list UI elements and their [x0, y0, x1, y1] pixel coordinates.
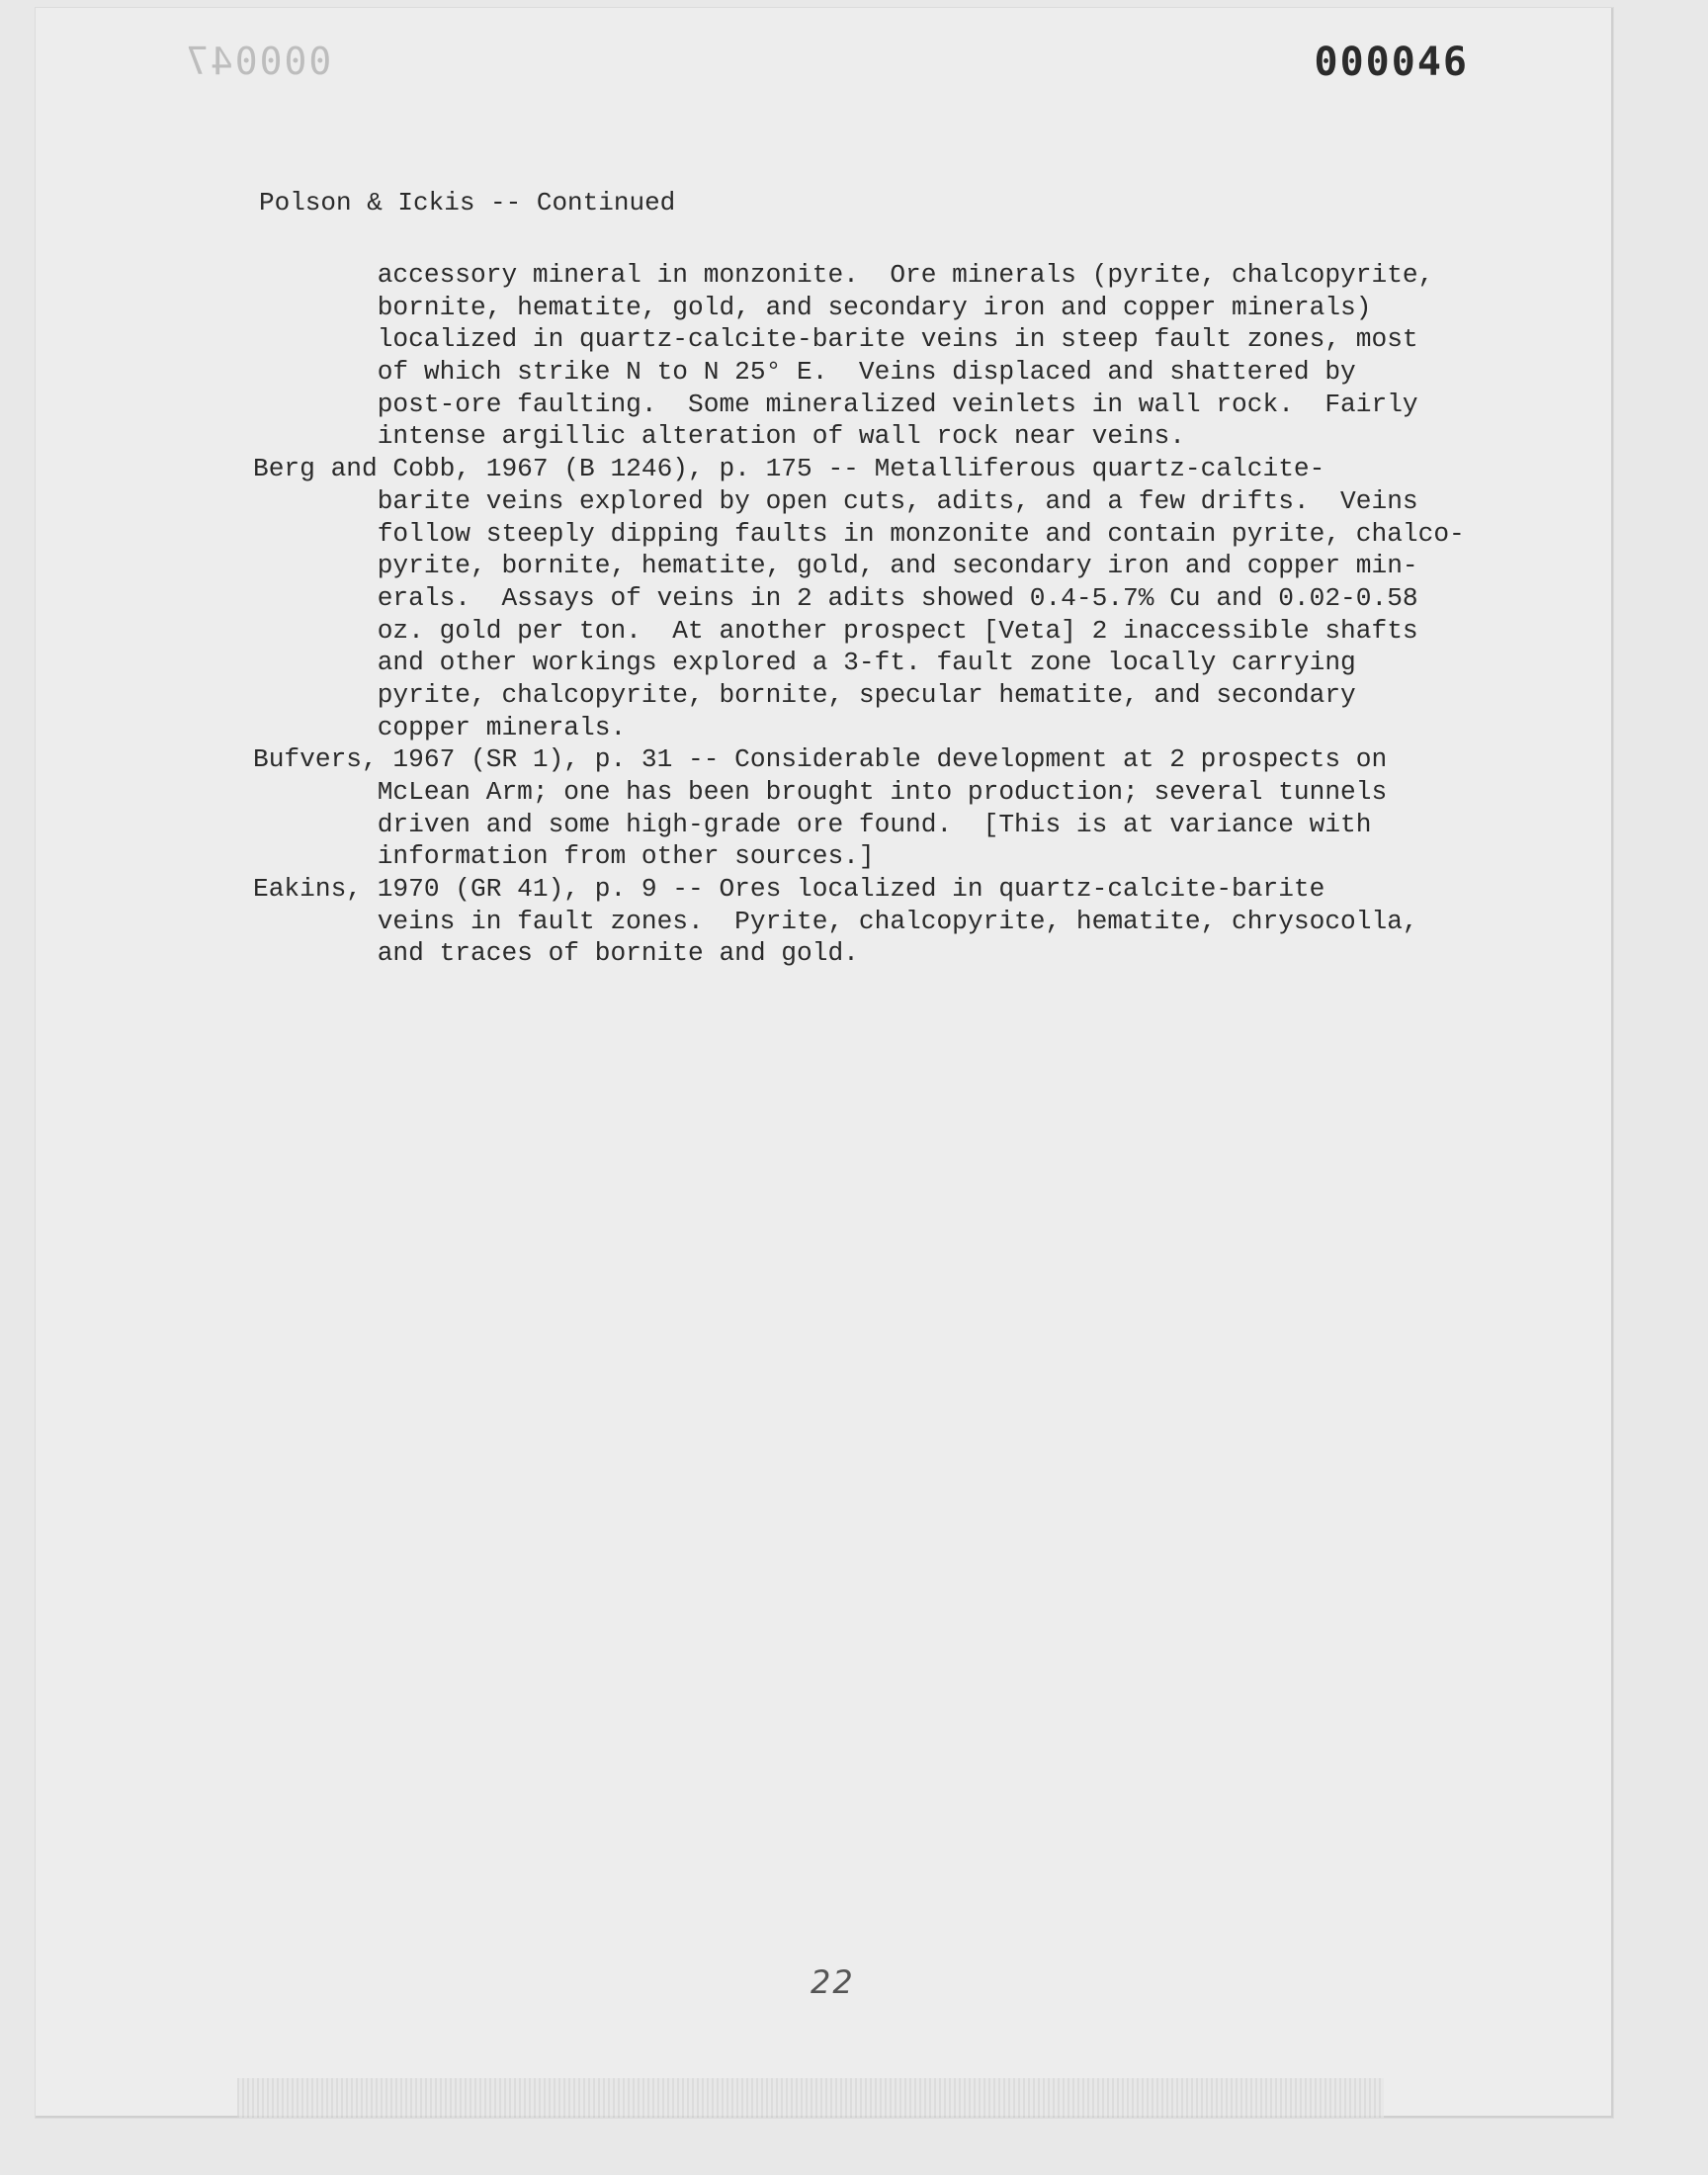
text-line: information from other sources.]	[253, 841, 875, 872]
text-line: intense argillic alteration of wall rock near veins.	[253, 421, 1185, 452]
scan-artifact-bar	[237, 2078, 1384, 2118]
text-line: Bufvers, 1967 (SR 1), p. 31 -- Considerable development at 2 prospects on	[253, 744, 1388, 775]
text-line: and traces of bornite and gold.	[253, 938, 859, 969]
text-line: copper minerals.	[253, 712, 627, 742]
document-stamp-number: 000046	[1314, 40, 1469, 85]
text-line: pyrite, chalcopyrite, bornite, specular hematite, and secondary	[253, 679, 1356, 710]
text-line: bornite, hematite, gold, and secondary iron and copper minerals)	[253, 292, 1372, 322]
page-heading: Polson & Ickis -- Continued	[259, 188, 676, 218]
text-line: erals. Assays of veins in 2 adits showed 0.4-5.7% Cu and 0.02-0.58	[253, 582, 1418, 613]
text-line: oz. gold per ton. At another prospect [Veta] 2 inaccessible shafts	[253, 615, 1418, 646]
text-line: Berg and Cobb, 1967 (B 1246), p. 175 -- Metalliferous quartz-calcite-	[253, 454, 1325, 484]
text-line: of which strike N to N 25° E. Veins displaced and shattered by	[253, 357, 1356, 388]
body-text	[253, 259, 1465, 970]
page-number: 22	[811, 1963, 855, 2001]
text-line: barite veins explored by open cuts, adits, and a few drifts. Veins	[253, 485, 1418, 516]
text-line: follow steeply dipping faults in monzonite and contain pyrite, chalco-	[253, 518, 1465, 549]
text-line: and other workings explored a 3-ft. fault zone locally carrying	[253, 648, 1356, 678]
text-line: Eakins, 1970 (GR 41), p. 9 -- Ores localized in quartz-calcite-barite	[253, 874, 1325, 905]
text-line: McLean Arm; one has been brought into production; several tunnels	[253, 777, 1388, 807]
text-line: accessory mineral in monzonite. Ore minerals (pyrite, chalcopyrite,	[253, 260, 1434, 290]
mirrored-stamp-number: 000047	[184, 40, 332, 83]
text-line: driven and some high-grade ore found. [This is at variance with	[253, 809, 1372, 839]
text-line: post-ore faulting. Some mineralized veinlets in wall rock. Fairly	[253, 389, 1418, 419]
text-line: veins in fault zones. Pyrite, chalcopyrite, hematite, chrysocolla,	[253, 906, 1418, 936]
text-line: pyrite, bornite, hematite, gold, and secondary iron and copper min-	[253, 551, 1418, 581]
text-line: localized in quartz-calcite-barite veins in steep fault zones, most	[253, 324, 1418, 355]
